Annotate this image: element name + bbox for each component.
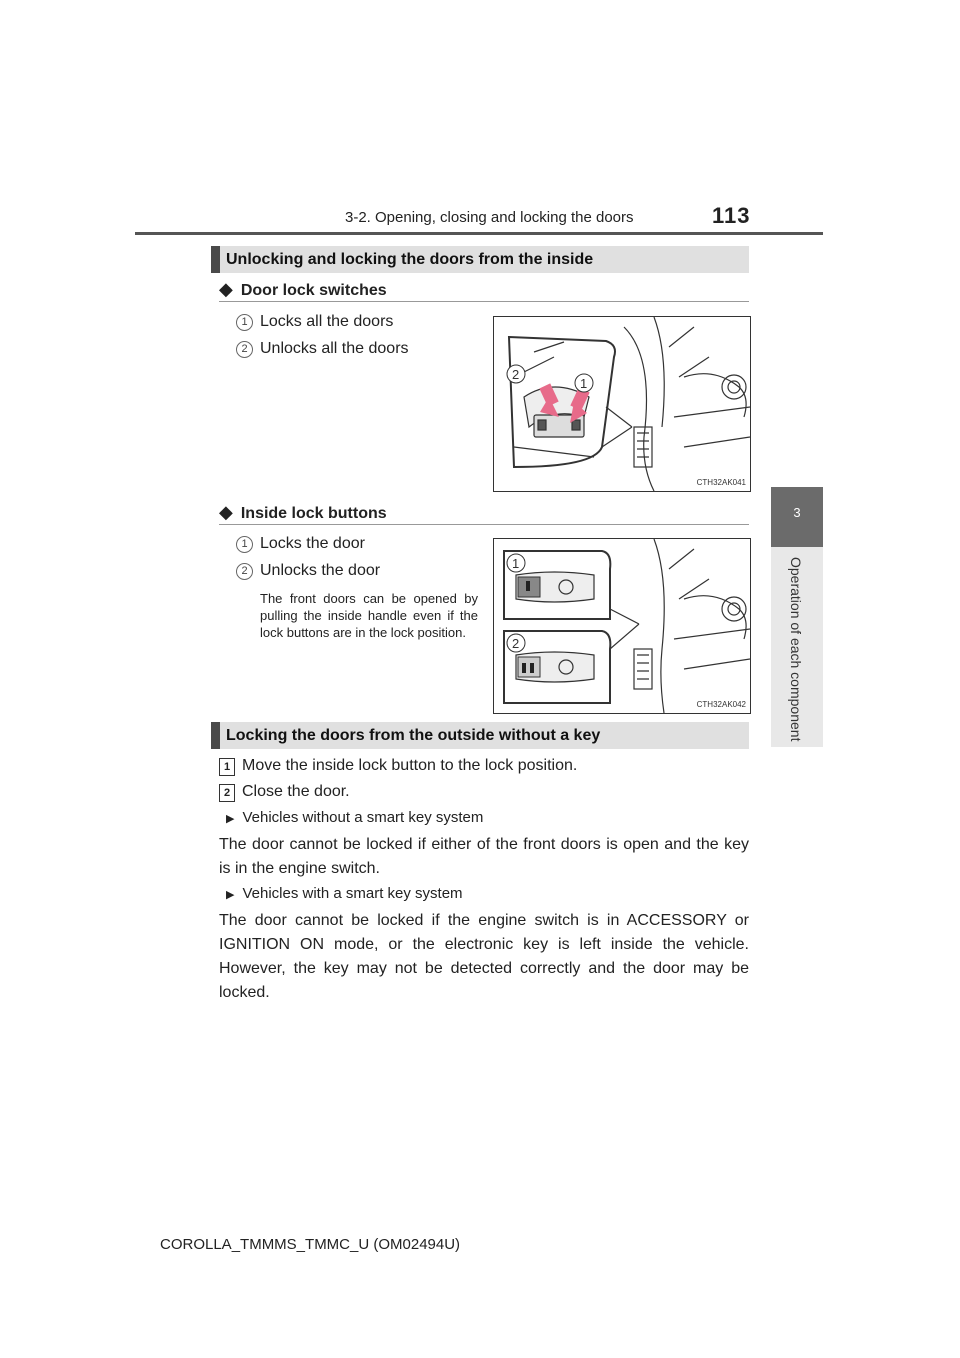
diamond-icon: ◆ (219, 502, 233, 522)
callout-number-icon: 2 (236, 563, 253, 580)
case-label: ▶ Vehicles without a smart key system (226, 809, 484, 826)
door-lock-switch-illustration (493, 316, 751, 492)
step-number: 2 (219, 784, 235, 802)
case-label: ▶ Vehicles with a smart key system (226, 885, 463, 902)
callout-number-icon: 1 (236, 536, 253, 553)
section-header-title: 3-2. Opening, closing and locking the doors (345, 209, 634, 226)
subheading-rule (219, 524, 749, 525)
list-item: Locks the door (260, 535, 365, 552)
document-id: COROLLA_TMMMS_TMMC_U (OM02494U) (160, 1236, 461, 1253)
subheading-rule (219, 301, 749, 302)
note-text: The front doors can be opened by pulling the inside handle even if the lock buttons are in the lock position. (260, 591, 478, 640)
door-panel-drawing (494, 317, 750, 491)
step-number: 1 (219, 758, 235, 776)
door-handle-drawing (494, 539, 750, 713)
list-item: Unlocks the door (260, 562, 381, 579)
triangle-right-icon: ▶ (226, 813, 235, 825)
list-item: Unlocks all the doors (260, 340, 409, 357)
chapter-tab (771, 487, 823, 547)
callout-number-icon: 1 (236, 314, 253, 331)
list-item: Locks all the doors (260, 313, 394, 330)
page-number: 113 (712, 203, 751, 228)
step-text: Move the inside lock button to the lock position. (242, 757, 578, 774)
subheading-inside-lock-buttons: ◆ Inside lock buttons (219, 502, 387, 522)
figure-callout: 1 (580, 376, 588, 391)
inside-lock-button-illustration (493, 538, 751, 714)
chapter-tab-title (771, 547, 823, 747)
section-bar-inside: Unlocking and locking the doors from the inside (211, 246, 749, 273)
callout-number-icon: 2 (236, 341, 253, 358)
triangle-right-icon: ▶ (226, 889, 235, 901)
diamond-icon: ◆ (219, 279, 233, 299)
figure-code: CTH32AK041 (696, 478, 746, 487)
case-text: The door cannot be locked if either of the front doors is open and the key is in the engine switch. (219, 836, 749, 877)
subheading-door-lock-switches: ◆ Door lock switches (219, 279, 387, 299)
step-text: Close the door. (242, 783, 350, 800)
section-bar-outside: Locking the doors from the outside without a key (211, 722, 749, 749)
chapter-title: Operation of each component (788, 557, 804, 742)
figure-callout: 1 (512, 556, 520, 571)
chapter-number: 3 (793, 505, 801, 520)
figure-callout: 2 (512, 367, 520, 382)
figure-code: CTH32AK042 (696, 700, 746, 709)
header-rule (135, 232, 823, 235)
figure-callout: 2 (512, 636, 520, 651)
case-text: The door cannot be locked if the engine switch is in ACCESSORY or IGNITION ON mode, or the electronic key is left inside the vehicle. However, the key may not be detected correctly and the door may be locked. (219, 912, 749, 1001)
